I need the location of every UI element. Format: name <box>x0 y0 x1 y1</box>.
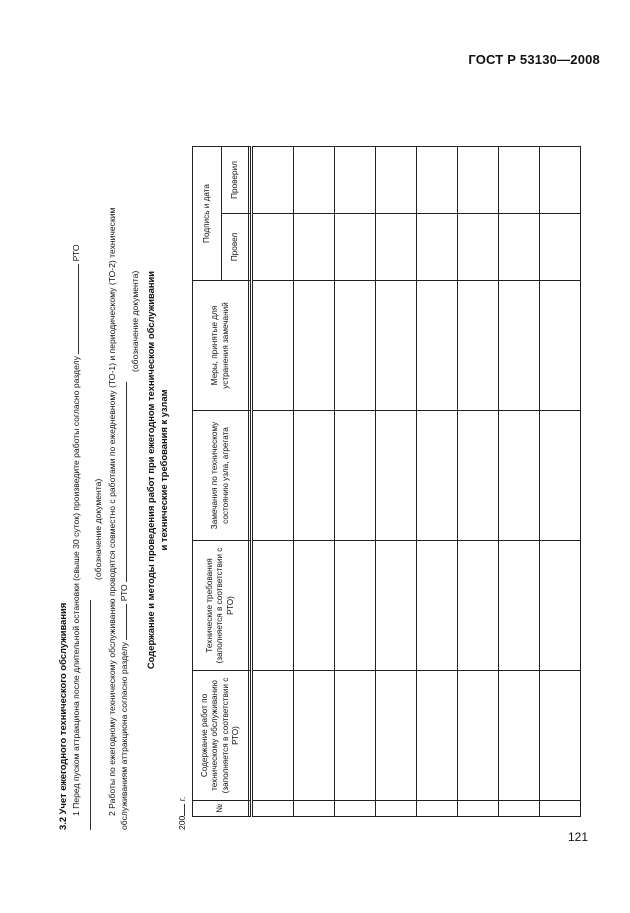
col-no-header: № <box>193 801 249 817</box>
table-row <box>335 146 376 816</box>
paragraph-2: 2 Работы по ежегодному техническому обслуживанию проводятся совместно с работами по ежедневному (ТО-1) и периодическому (ТО-2) техническим <box>107 207 117 816</box>
col-performed-header: Провел <box>222 214 249 281</box>
col-sign-group-header: Подпись и дата <box>193 146 222 280</box>
maintenance-table <box>192 146 581 817</box>
date-blank <box>184 804 185 816</box>
table-row <box>458 146 499 816</box>
page-number: 121 <box>567 830 588 844</box>
table-row <box>540 146 581 816</box>
col-content-header: Содержание работ по техническому обслуживанию (заполняется в соответствии с РТО) <box>193 671 249 801</box>
col-remarks-header: Замечания по техническому состоянию узла, агрегата <box>193 411 249 541</box>
paragraph-2-text: обслуживаниям аттракциона согласно разделу <box>119 642 129 830</box>
table-row <box>499 146 540 816</box>
paragraph-2-line2 <box>119 382 130 830</box>
paragraph-1-line2 <box>83 70 94 830</box>
date-line <box>177 797 188 830</box>
table-row <box>252 146 294 816</box>
paragraph-1-blank-2 <box>90 600 91 830</box>
standard-code: ГОСТ Р 53130—2008 <box>468 52 600 67</box>
table-title <box>145 110 170 830</box>
col-requirements-header: Технические требования (заполняется в соответствии с РТО) <box>193 541 249 671</box>
rotated-sheet <box>55 80 555 830</box>
paragraph-1 <box>71 76 82 816</box>
col-measures-header: Меры, принятые для устранения замечаний <box>193 281 249 411</box>
col-checked-header: Проверил <box>222 146 249 213</box>
paragraph-1-text: 1 Перед пуском аттракциона после длительной остановки (свыше 30 суток) произведите работы согласно разделу <box>71 356 81 816</box>
table-title-line2: и технические требования к узлам <box>157 389 169 551</box>
paragraph-1-suffix: РТО <box>71 244 81 262</box>
section-title: 3.2 Учет ежегодного технического обслуживания <box>57 602 68 830</box>
table-row <box>294 146 335 816</box>
paragraph-2-blank-2 <box>126 382 127 582</box>
paragraph-1-blank <box>78 264 79 354</box>
table-row <box>417 146 458 816</box>
paragraph-2-blank <box>126 604 127 640</box>
table-row <box>376 146 417 816</box>
table-header-row <box>193 146 222 816</box>
paragraph-1-caption: (обозначение документа) <box>93 478 103 580</box>
date-prefix: 200 <box>177 815 187 830</box>
paragraph-2-rto: РТО <box>119 584 129 602</box>
date-suffix: г. <box>177 796 187 802</box>
paragraph-2-caption: (обозначение документа) <box>130 270 140 372</box>
table-title-line1: Содержание и методы проведения работ при ежегодном техническом обслуживании <box>145 270 156 670</box>
